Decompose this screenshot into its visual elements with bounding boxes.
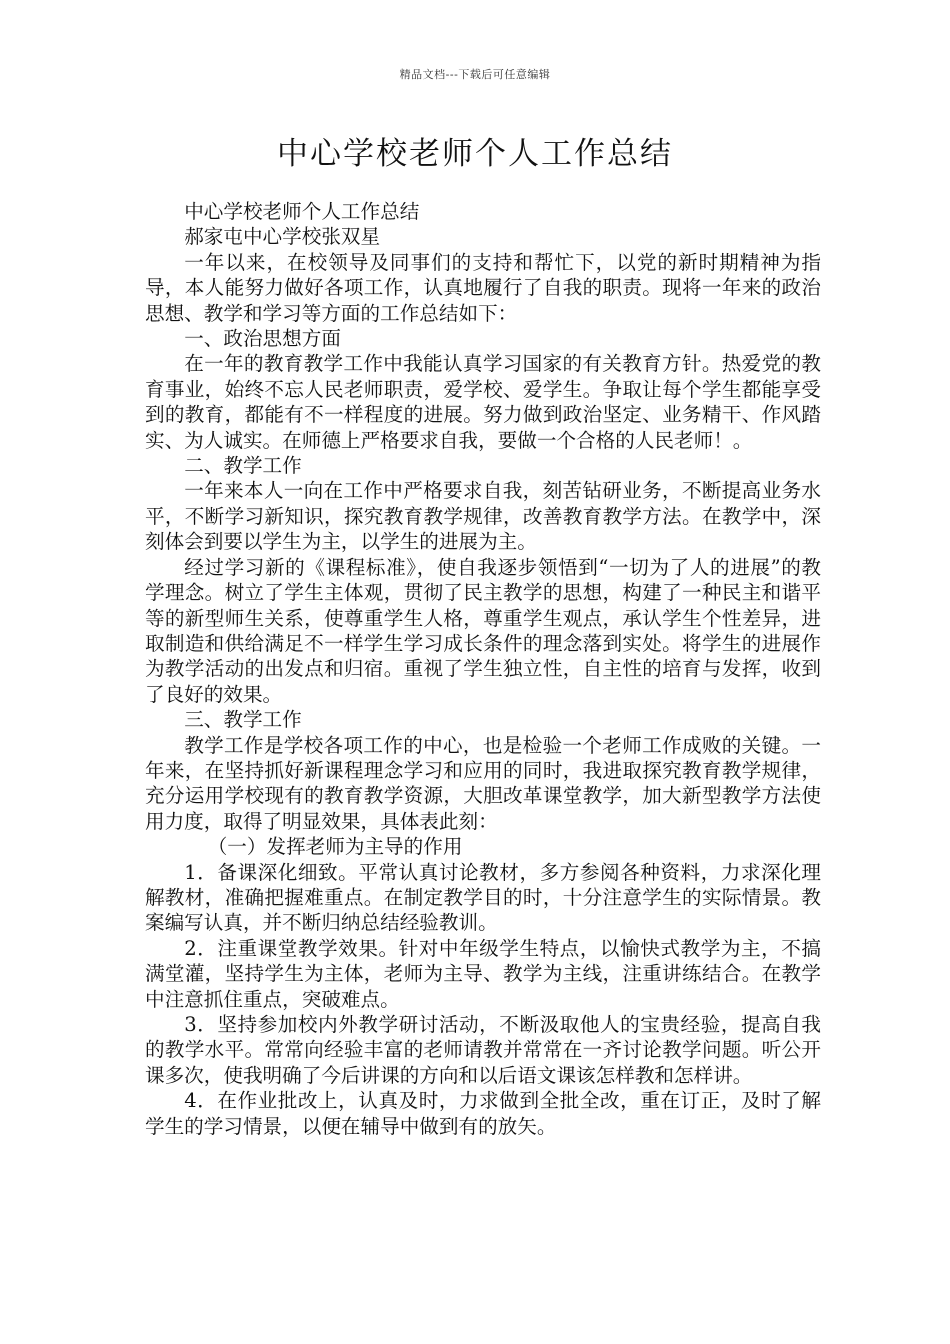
list-item-2: 2．注重课堂教学效果。针对中年级学生特点，以愉快式教学为主，不搞满堂灌，坚持学生为主体，老师为主导、教学为主线，注重讲练结合。在教学中注意抓住重点，突破难点。	[145, 936, 821, 1011]
teaching-paragraph-1: 一年来本人一向在工作中严格要求自我，刻苦钻研业务，不断提高业务水平，不断学习新知识，探究教育教学规律，改善教育教学方法。在教学中，深刻体会到要以学生为主，以学生的进展为主。	[145, 479, 821, 554]
document-title: 中心学校老师个人工作总结	[277, 136, 673, 172]
list-item-4: 4．在作业批改上，认真及时，力求做到全批全改，重在订正，及时了解学生的学习情景，以便在辅导中做到有的放矢。	[145, 1089, 821, 1138]
subsection-heading-1: （一）发挥老师为主导的作用	[207, 835, 463, 859]
subtitle-line: 中心学校老师个人工作总结	[184, 200, 420, 223]
politics-paragraph: 在一年的教育教学工作中我能认真学习国家的有关教育方针。热爱党的教育事业，始终不忘人民老师职责，爱学校、爱学生。争取让每个学生都能享受到的教育，都能有不一样程度的进展。努力做到政治坚定、业务精干、作风踏实、为人诚实。在师德上严格要求自我，要做一个合格的人民老师！。	[145, 352, 821, 452]
teaching-work-paragraph: 教学工作是学校各项工作的中心，也是检验一个老师工作成败的关键。一年来，在坚持抓好新课程理念学习和应用的同时，我进取探究教育教学规律，充分运用学校现有的教育教学资源，大胆改革课堂教学，加大新型教学方法使用力度，取得了明显效果，具体表此刻：	[145, 733, 821, 833]
intro-paragraph: 一年以来，在校领导及同事们的支持和帮忙下，以党的新时期精神为指导，本人能努力做好各项工作，认真地履行了自我的职责。现将一年来的政治思想、教学和学习等方面的工作总结如下：	[145, 250, 821, 325]
section-heading-politics: 一、政治思想方面	[184, 327, 341, 351]
header-note: 精品文档---下载后可任意编辑	[399, 68, 551, 81]
list-item-1: 1．备课深化细致。平常认真讨论教材，多方参阅各种资料，力求深化理解教材，准确把握难重点。在制定教学目的时，十分注意学生的实际情景。教案编写认真，并不断归纳总结经验教训。	[145, 860, 821, 935]
section-heading-teaching-3: 三、教学工作	[184, 708, 302, 732]
author-line: 郝家屯中心学校张双星	[184, 225, 381, 249]
document-body	[145, 199, 821, 1139]
teaching-paragraph-2: 经过学习新的《课程标准》，使自我逐步领悟到“一切为了人的进展”的教学理念。树立了学生主体观，贯彻了民主教学的思想，构建了一种民主和谐平等的新型师生关系，使尊重学生人格，尊重学生观点，承认学生个性差异，进取制造和供给满足不一样学生学习成长条件的理念落到实处。将学生的进展作为教学活动的出发点和归宿。重视了学生独立性，自主性的培育与发挥，收到了良好的效果。	[145, 555, 821, 706]
list-item-3: 3．坚持参加校内外教学研讨活动，不断汲取他人的宝贵经验，提高自我的教学水平。常常向经验丰富的老师请教并常常在一齐讨论教学问题。听公开课多次，使我明确了今后讲课的方向和以后语文课该怎样教和怎样讲。	[145, 1013, 821, 1087]
section-heading-teaching: 二、教学工作	[184, 454, 302, 478]
